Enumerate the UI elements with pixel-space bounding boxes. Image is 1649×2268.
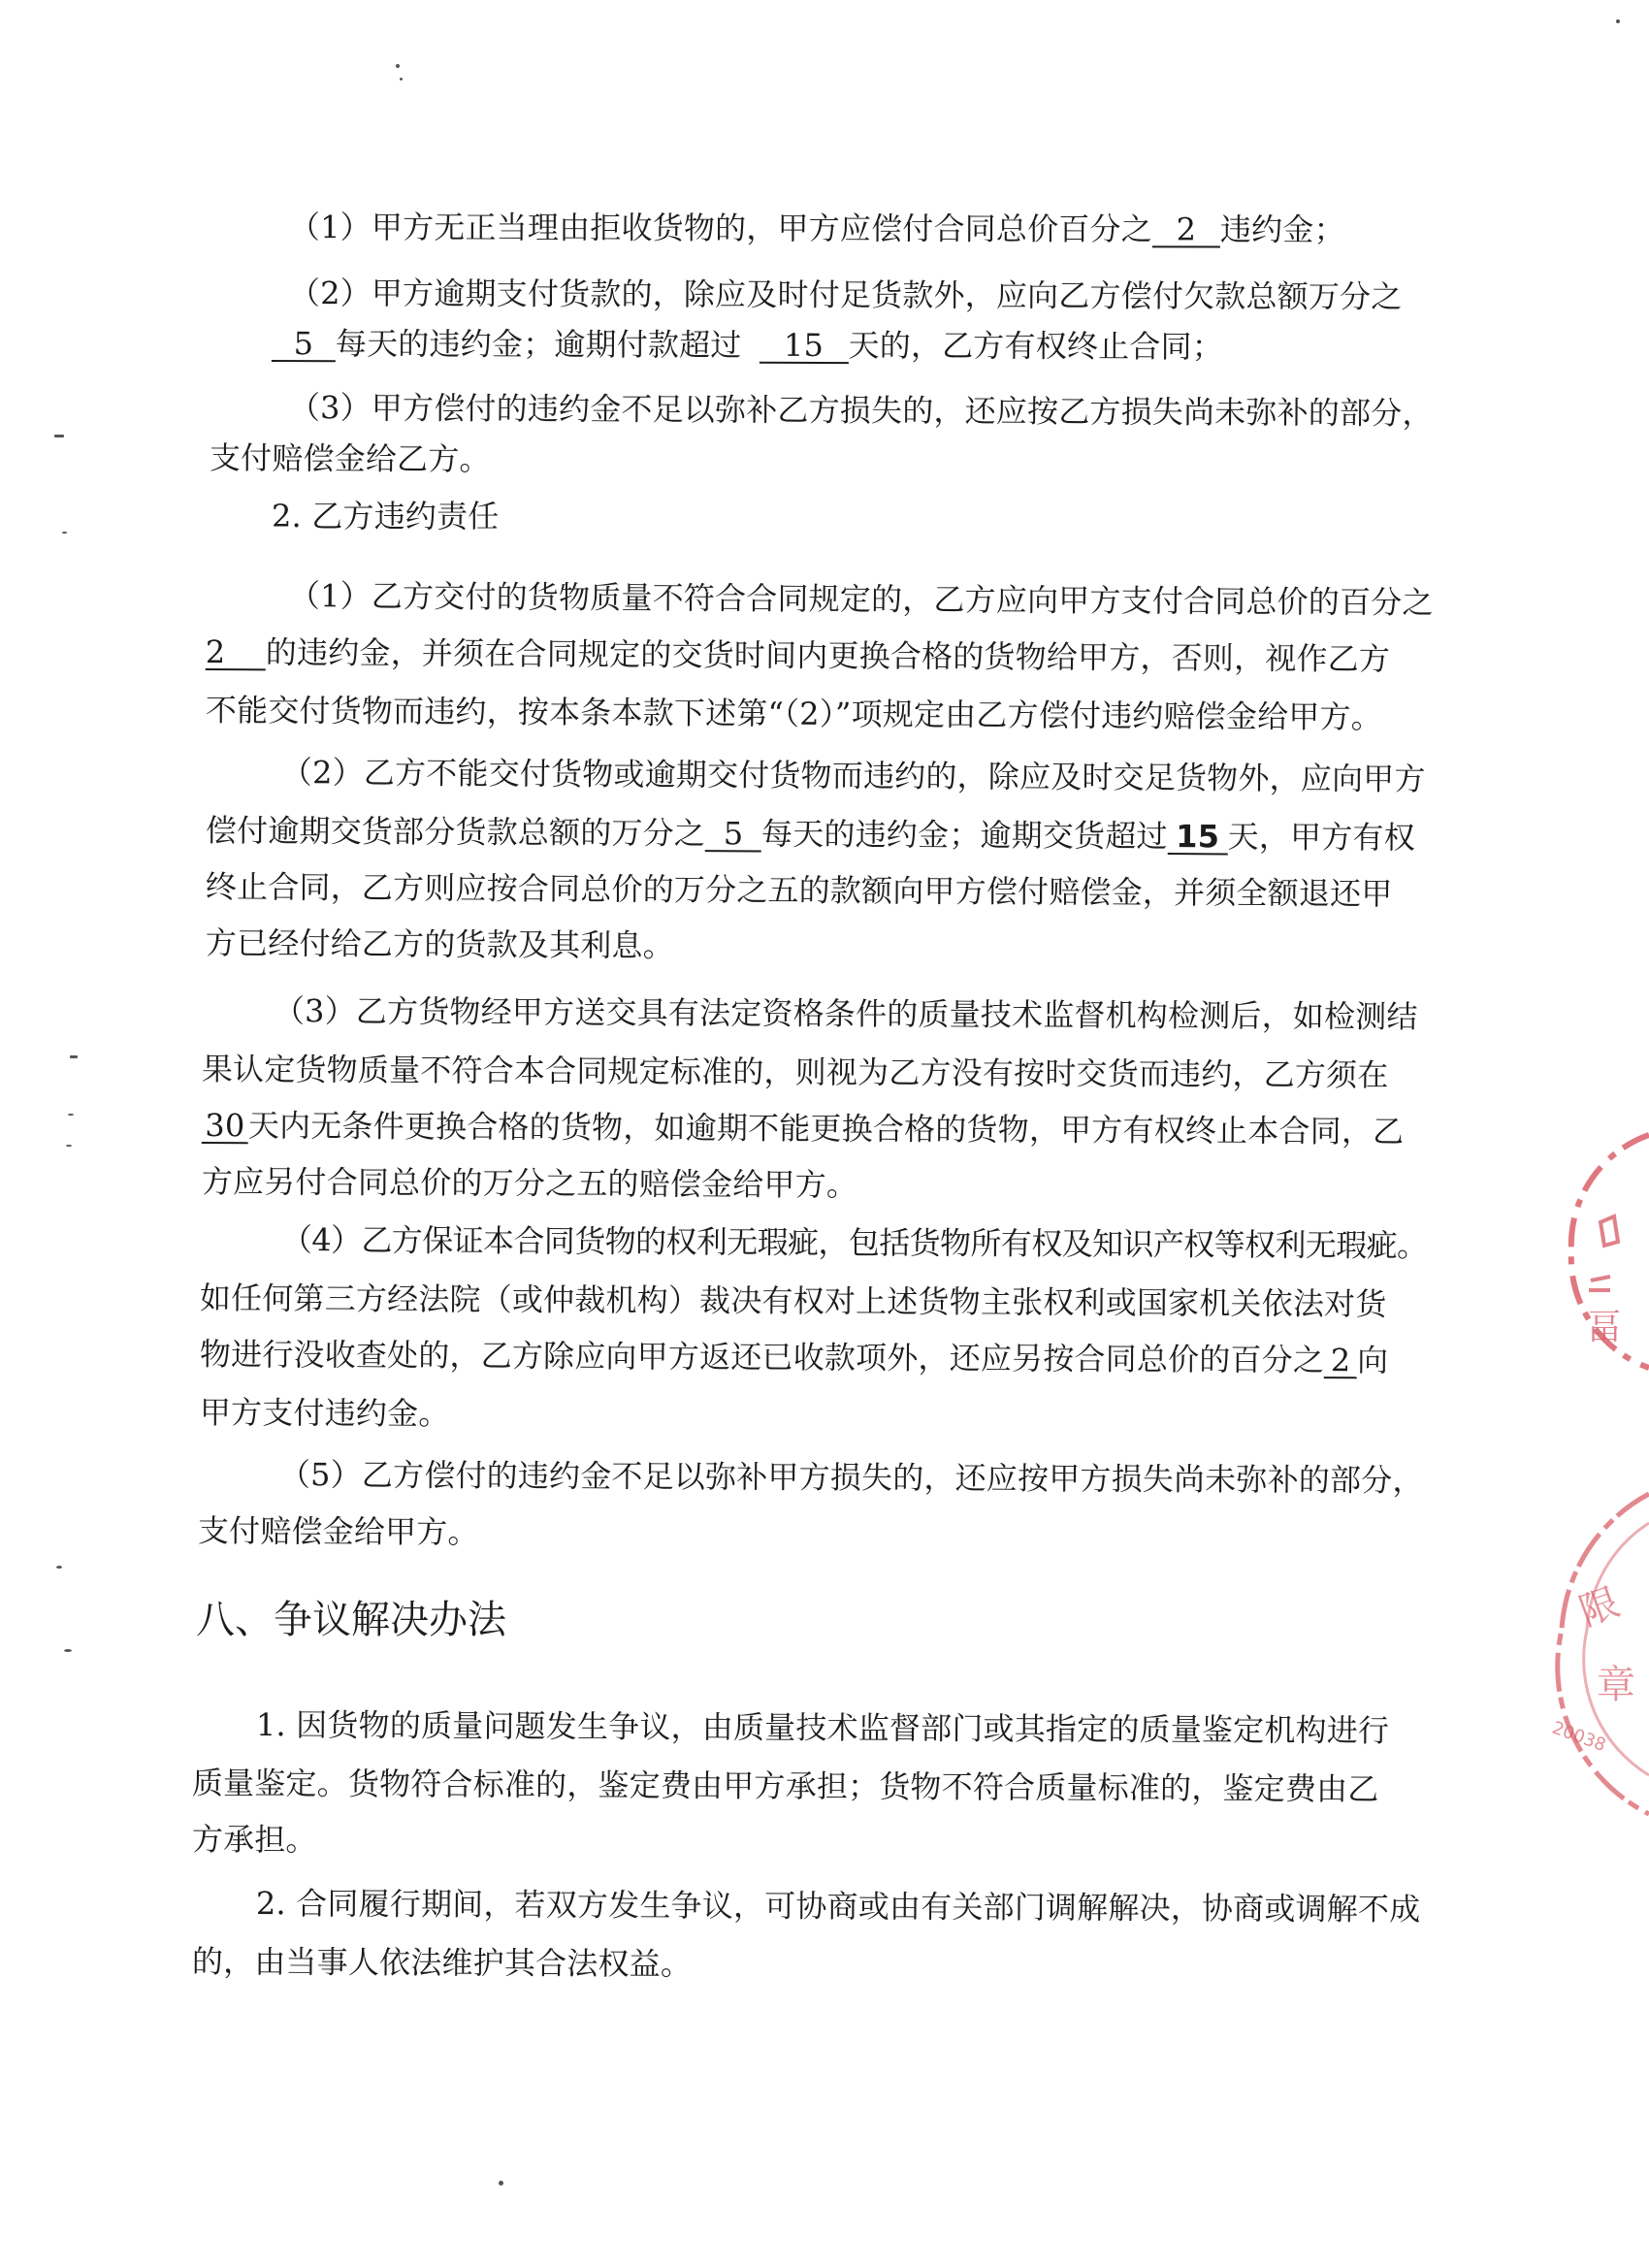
buyer-item-3-line-2: 支付赔偿金给乙方。 bbox=[209, 439, 491, 478]
buyer-item-3-line-1: （3）甲方偿付的违约金不足以弥补乙方损失的，还应按乙方损失尚未弥补的部分， bbox=[288, 389, 1434, 433]
seller-item-2-line-4: 方已经付给乙方的货款及其利息。 bbox=[205, 924, 675, 964]
scan-speck bbox=[66, 1145, 72, 1147]
seller-item-1-line-1: （1）乙方交付的货物质量不符合合同规定的，乙方应向甲方支付合同总价的百分之 bbox=[288, 577, 1434, 622]
seller-item-1-blank: 2 bbox=[206, 635, 266, 670]
scan-speck bbox=[396, 64, 400, 68]
svg-text:畐: 畐 bbox=[1587, 1308, 1623, 1347]
seller-item-2-line-1: （2）乙方不能交付货物或逾期交付货物而违约的，除应及时交足货物外，应向甲方 bbox=[280, 754, 1426, 798]
scan-speck bbox=[499, 2181, 503, 2186]
scan-speck bbox=[64, 1649, 72, 1652]
seller-item-4-text-a: 物进行没收查处的，乙方除应向甲方返还已收款项外，还应另按合同总价的百分之 bbox=[199, 1336, 1325, 1379]
buyer-item-2-line-1: （2）甲方逾期支付货款的，除应及时付足货款外，应向乙方偿付欠款总额万分之 bbox=[288, 275, 1403, 316]
seller-item-3-line-3 bbox=[202, 1106, 1405, 1150]
company-seal-upper-partial bbox=[1533, 1096, 1649, 1407]
dispute-item-2-line-1: 2. 合同履行期间，若双方发生争议，可协商或由有关部门调解解决，协商或调解不成 bbox=[255, 1885, 1421, 1928]
dispute-item-2-line-2: 的，由当事人依法维护其合法权益。 bbox=[191, 1943, 693, 1983]
seller-item-2-blank-2: 15 bbox=[1168, 820, 1228, 855]
seller-item-3-text-a: 天内无条件更换合格的货物，如逾期不能更换合格的货物，甲方有权终止本合同，乙 bbox=[247, 1107, 1405, 1150]
seller-item-2-blank-1: 5 bbox=[705, 817, 761, 852]
dispute-item-1-line-3: 方承担。 bbox=[191, 1821, 317, 1859]
buyer-item-2-text-b: 天的，乙方有权终止合同； bbox=[848, 327, 1224, 366]
buyer-item-1-blank: 2 bbox=[1152, 212, 1220, 247]
seller-item-4-text-b: 向 bbox=[1356, 1342, 1389, 1379]
company-seal-lower-partial bbox=[1533, 1484, 1649, 1833]
svg-text:章: 章 bbox=[1597, 1663, 1635, 1707]
svg-text:限: 限 bbox=[1573, 1579, 1626, 1636]
seller-item-3-line-2: 果认定货物质量不符合本合同规定标准的，则视为乙方没有按时交货而违约，乙方须在 bbox=[201, 1051, 1389, 1094]
seller-item-1-line-3: 不能交付货物而违约，按本条本款下述第“（2）”项规定由乙方偿付违约赔偿金给甲方。 bbox=[205, 692, 1383, 736]
seller-item-1-text-a: 的违约金，并须在合同规定的交货时间内更换合格的货物给甲方，否则，视作乙方 bbox=[265, 633, 1391, 678]
svg-text:20038: 20038 bbox=[1549, 1717, 1609, 1757]
seller-item-5-line-1: （5）乙方偿付的违约金不足以弥补甲方损失的，还应按甲方损失尚未弥补的部分， bbox=[278, 1456, 1424, 1500]
buyer-item-1-text-b: 违约金； bbox=[1219, 211, 1345, 248]
seller-item-4-line-1: （4）乙方保证本合同货物的权利无瑕疵，包括货物所有权及知识产权等权利无瑕疵。 bbox=[280, 1221, 1428, 1265]
scan-speck bbox=[400, 78, 403, 81]
buyer-item-1 bbox=[289, 208, 1345, 249]
seller-item-4-blank: 2 bbox=[1324, 1344, 1357, 1378]
scan-speck bbox=[68, 1114, 74, 1116]
seller-item-3-line-1: （3）乙方货物经甲方送交具有法定资格条件的质量技术监督机构检测后，如检测结 bbox=[273, 992, 1418, 1036]
scan-speck bbox=[1616, 19, 1620, 23]
buyer-item-2-line-2 bbox=[272, 324, 1223, 366]
seller-item-2-text-a: 偿付逾期交货部分货款总额的万分之 bbox=[205, 812, 706, 853]
section-heading-dispute: 八、争议解决办法 bbox=[196, 1598, 506, 1642]
buyer-item-2-blank-1: 5 bbox=[272, 327, 336, 362]
seller-section-title: 2. 乙方违约责任 bbox=[272, 498, 500, 535]
scan-speck bbox=[62, 532, 67, 534]
buyer-item-2-text-a: 每天的违约金；逾期付款超过 bbox=[335, 325, 742, 364]
scan-speck bbox=[56, 1566, 62, 1569]
scan-speck bbox=[70, 1055, 78, 1058]
seller-item-5-line-2: 支付赔偿金给甲方。 bbox=[197, 1512, 479, 1551]
buyer-item-2-blank-2: 15 bbox=[759, 329, 848, 364]
seller-item-4-line-2: 如任何第三方经法院（或仲裁机构）裁决有权对上述货物主张权利或国家机关依法对货 bbox=[199, 1280, 1387, 1323]
seller-item-2-line-2 bbox=[206, 811, 1415, 858]
seller-item-1-line-2 bbox=[206, 632, 1390, 678]
scan-speck bbox=[54, 435, 64, 437]
seller-item-2-text-b: 每天的违约金；逾期交货超过 bbox=[760, 815, 1168, 856]
seller-item-3-blank: 30 bbox=[202, 1109, 248, 1144]
dispute-item-1-line-1: 1. 因货物的质量问题发生争议，由质量技术监督部门或其指定的质量鉴定机构进行 bbox=[255, 1706, 1390, 1750]
seller-item-2-line-3: 终止合同，乙方则应按合同总价的万分之五的款额向甲方偿付赔偿金，并须全额退还甲 bbox=[205, 868, 1393, 913]
seller-item-2-text-c: 天，甲方有权 bbox=[1227, 818, 1415, 857]
seller-item-3-line-4: 方应另付合同总价的万分之五的赔偿金给甲方。 bbox=[201, 1163, 858, 1204]
buyer-item-1-text-a: （1）甲方无正当理由拒收货物的，甲方应偿付合同总价百分之 bbox=[288, 209, 1152, 248]
seller-item-4-line-3 bbox=[200, 1335, 1389, 1379]
seller-item-4-line-4: 甲方支付违约金。 bbox=[199, 1394, 450, 1433]
dispute-item-1-line-2: 质量鉴定。货物符合标准的，鉴定费由甲方承担；货物不符合质量标准的，鉴定费由乙 bbox=[191, 1765, 1379, 1808]
